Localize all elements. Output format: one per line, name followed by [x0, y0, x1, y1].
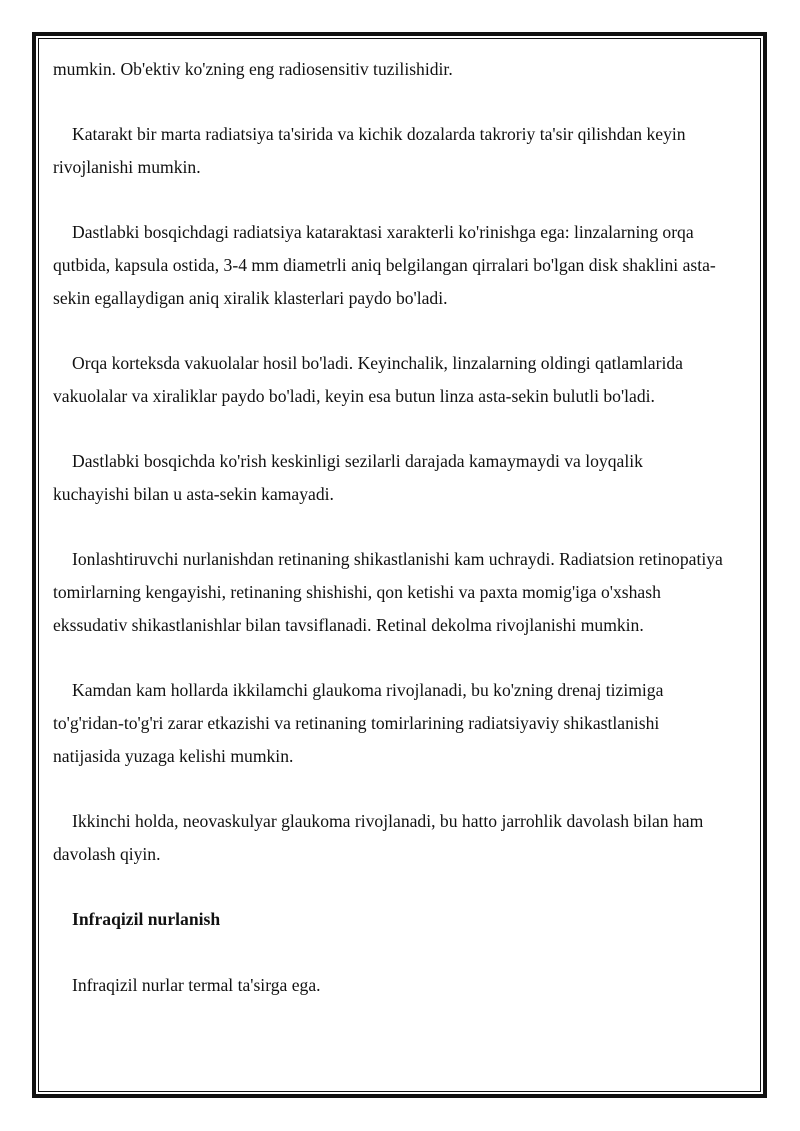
document-body [53, 53, 723, 1034]
paragraph-secondary-glaucoma: Kamdan kam hollarda ikkilamchi glaukoma rivojlanadi, bu ko'zning drenaj tizimiga to'g'ridan-to'g'ri zarar etkazishi va retinaning tomirlarining radiatsiyaviy shikastlanishi natijasida yuzaga kelishi mumkin. [53, 680, 664, 766]
paragraph-continuation: mumkin. Ob'ektiv ko'zning eng radiosensitiv tuzilishidir. [53, 59, 453, 79]
paragraph-neovascular-glaucoma: Ikkinchi holda, neovaskulyar glaukoma rivojlanadi, bu hatto jarrohlik davolash bilan ham davolash qiyin. [53, 811, 704, 864]
paragraph-cataract-onset: Katarakt bir marta radiatsiya ta'sirida va kichik dozalarda takroriy ta'sir qilishdan keyin rivojlanishi mumkin. [53, 124, 686, 178]
paragraph-retinopathy: Ionlashtiruvchi nurlanishdan retinaning shikastlanishi kam uchraydi. Radiatsion retinopatiya tomirlarning kengayishi, retinaning shishishi, qon ketishi va paxta momig'iga o'xshash ekssudativ shikastlanishlar bilan tavsiflanadi. Retinal dekolma rivojlanishi mumkin. [53, 549, 723, 635]
paragraph-early-cataract: Dastlabki bosqichdagi radiatsiya kataraktasi xarakterli ko'rinishga ega: linzalarning orqa qutbida, kapsula ostida, 3-4 mm diametrli aniq belgilangan qirralari bo'lgan disk shaklini asta-sekin egallaydigan aniq xiralik klasterlari paydo bo'ladi. [53, 222, 716, 308]
paragraph-vacuoles: Orqa korteksda vakuolalar hosil bo'ladi. Keyinchalik, linzalarning oldingi qatlamlarida vakuolalar va xiraliklar paydo bo'ladi, keyin esa butun linza asta-sekin bulutli bo'ladi. [53, 353, 683, 406]
paragraph-infrared: Infraqizil nurlar termal ta'sirga ega. [72, 974, 321, 995]
paragraph-visual-acuity: Dastlabki bosqichda ko'rish keskinligi sezilarli darajada kamaymaydi va loyqalik kuchayishi bilan u asta-sekin kamayadi. [53, 451, 643, 505]
section-heading: Infraqizil nurlanish [72, 909, 221, 930]
